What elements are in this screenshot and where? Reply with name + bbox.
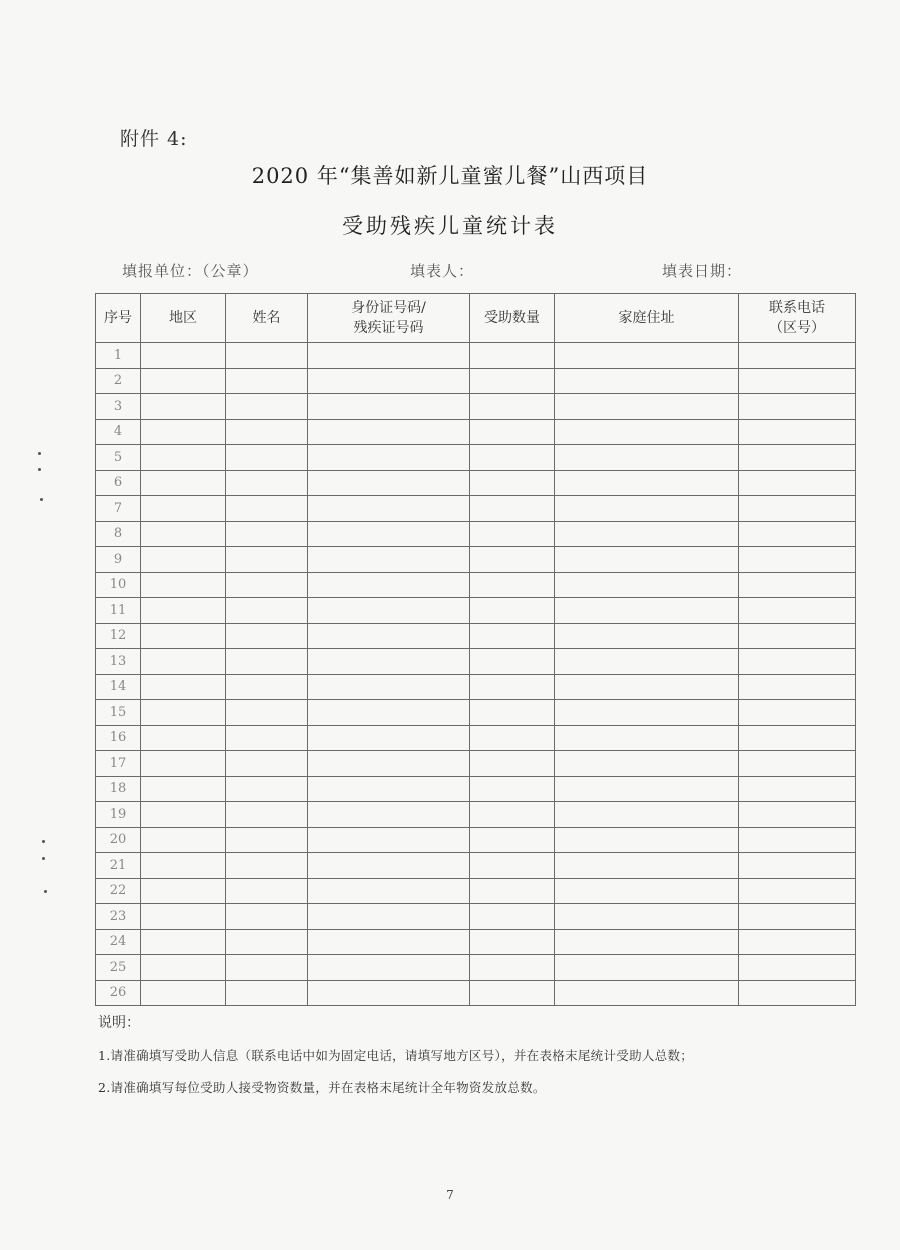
header-phone [739, 294, 856, 343]
table-row [96, 649, 856, 675]
cell-region[interactable] [141, 904, 226, 930]
cell-name[interactable] [226, 419, 308, 445]
cell-phone[interactable] [739, 929, 856, 955]
cell-id[interactable] [308, 955, 470, 981]
cell-id[interactable] [308, 827, 470, 853]
cell-name[interactable] [226, 598, 308, 624]
cell-quantity[interactable] [470, 547, 555, 573]
cell-name[interactable] [226, 980, 308, 1006]
table-row [96, 853, 856, 879]
cell-name[interactable] [226, 802, 308, 828]
cell-name[interactable] [226, 572, 308, 598]
cell-id[interactable] [308, 802, 470, 828]
header-name: 姓名 [226, 294, 308, 343]
cell-seq: 18 [96, 776, 141, 802]
cell-address[interactable] [555, 547, 739, 573]
cell-address[interactable] [555, 598, 739, 624]
table-row [96, 904, 856, 930]
cell-address[interactable] [555, 700, 739, 726]
table-row [96, 674, 856, 700]
cell-id[interactable] [308, 368, 470, 394]
cell-id[interactable] [308, 445, 470, 471]
cell-address[interactable] [555, 572, 739, 598]
cell-seq: 6 [96, 470, 141, 496]
cell-phone[interactable] [739, 572, 856, 598]
table-row [96, 445, 856, 471]
cell-id[interactable] [308, 623, 470, 649]
attachment-label: 附件 4: [120, 128, 188, 150]
cell-id[interactable] [308, 521, 470, 547]
cell-name[interactable] [226, 470, 308, 496]
cell-phone[interactable] [739, 878, 856, 904]
cell-address[interactable] [555, 853, 739, 879]
cell-id[interactable] [308, 674, 470, 700]
note-item-2: 2.请准确填写每位受助人接受物资数量，并在表格末尾统计全年物资发放总数。 [98, 1080, 546, 1095]
cell-phone[interactable] [739, 521, 856, 547]
cell-address[interactable] [555, 496, 739, 522]
cell-region[interactable] [141, 623, 226, 649]
cell-seq: 4 [96, 419, 141, 445]
cell-seq: 15 [96, 700, 141, 726]
cell-seq: 26 [96, 980, 141, 1006]
table-row [96, 470, 856, 496]
cell-id[interactable] [308, 853, 470, 879]
cell-region[interactable] [141, 572, 226, 598]
cell-phone[interactable] [739, 394, 856, 420]
cell-region[interactable] [141, 547, 226, 573]
cell-seq: 12 [96, 623, 141, 649]
cell-quantity[interactable] [470, 394, 555, 420]
cell-id[interactable] [308, 470, 470, 496]
scan-mark [42, 840, 45, 843]
cell-region[interactable] [141, 368, 226, 394]
cell-phone[interactable] [739, 802, 856, 828]
cell-name[interactable] [226, 853, 308, 879]
table-header-row [96, 294, 856, 343]
scan-mark [44, 890, 47, 893]
cell-phone[interactable] [739, 980, 856, 1006]
cell-region[interactable] [141, 878, 226, 904]
cell-seq: 9 [96, 547, 141, 573]
cell-address[interactable] [555, 827, 739, 853]
cell-id[interactable] [308, 700, 470, 726]
cell-name[interactable] [226, 343, 308, 369]
cell-phone[interactable] [739, 827, 856, 853]
cell-region[interactable] [141, 674, 226, 700]
cell-address[interactable] [555, 394, 739, 420]
cell-quantity[interactable] [470, 827, 555, 853]
cell-seq: 10 [96, 572, 141, 598]
cell-region[interactable] [141, 343, 226, 369]
cell-name[interactable] [226, 776, 308, 802]
cell-name[interactable] [226, 725, 308, 751]
fill-person-label: 填表人： [410, 262, 475, 280]
cell-region[interactable] [141, 827, 226, 853]
cell-seq: 3 [96, 394, 141, 420]
fill-date-label: 填表日期： [662, 262, 743, 280]
cell-name[interactable] [226, 368, 308, 394]
table-row [96, 700, 856, 726]
cell-phone[interactable] [739, 700, 856, 726]
cell-seq: 8 [96, 521, 141, 547]
cell-phone[interactable] [739, 853, 856, 879]
cell-quantity[interactable] [470, 521, 555, 547]
table-row [96, 368, 856, 394]
cell-id[interactable] [308, 929, 470, 955]
cell-id[interactable] [308, 980, 470, 1006]
cell-name[interactable] [226, 394, 308, 420]
cell-name[interactable] [226, 649, 308, 675]
cell-address[interactable] [555, 521, 739, 547]
cell-region[interactable] [141, 470, 226, 496]
cell-phone[interactable] [739, 725, 856, 751]
cell-address[interactable] [555, 649, 739, 675]
cell-name[interactable] [226, 878, 308, 904]
cell-quantity[interactable] [470, 776, 555, 802]
cell-quantity[interactable] [470, 496, 555, 522]
table-row [96, 496, 856, 522]
cell-quantity[interactable] [470, 853, 555, 879]
table-row [96, 802, 856, 828]
cell-id[interactable] [308, 751, 470, 777]
cell-quantity[interactable] [470, 955, 555, 981]
cell-id[interactable] [308, 725, 470, 751]
cell-phone[interactable] [739, 904, 856, 930]
cell-address[interactable] [555, 802, 739, 828]
cell-name[interactable] [226, 496, 308, 522]
header-region: 地区 [141, 294, 226, 343]
cell-address[interactable] [555, 904, 739, 930]
cell-address[interactable] [555, 674, 739, 700]
cell-seq: 13 [96, 649, 141, 675]
cell-phone[interactable] [739, 623, 856, 649]
cell-phone[interactable] [739, 470, 856, 496]
cell-quantity[interactable] [470, 598, 555, 624]
cell-region[interactable] [141, 776, 226, 802]
cell-region[interactable] [141, 496, 226, 522]
scan-mark [38, 468, 41, 471]
cell-quantity[interactable] [470, 445, 555, 471]
cell-address[interactable] [555, 980, 739, 1006]
title-line-1: 2020 年“集善如新儿童蜜儿餐”山西项目 [251, 164, 649, 188]
cell-quantity[interactable] [470, 674, 555, 700]
cell-id[interactable] [308, 878, 470, 904]
cell-phone[interactable] [739, 649, 856, 675]
cell-region[interactable] [141, 853, 226, 879]
cell-phone[interactable] [739, 343, 856, 369]
cell-region[interactable] [141, 521, 226, 547]
cell-quantity[interactable] [470, 572, 555, 598]
cell-seq: 1 [96, 343, 141, 369]
cell-address[interactable] [555, 445, 739, 471]
cell-quantity[interactable] [470, 470, 555, 496]
cell-name[interactable] [226, 955, 308, 981]
cell-quantity[interactable] [470, 904, 555, 930]
cell-seq: 16 [96, 725, 141, 751]
cell-address[interactable] [555, 776, 739, 802]
header-id-line2: 残疾证号码 [353, 320, 424, 336]
cell-region[interactable] [141, 419, 226, 445]
cell-region[interactable] [141, 802, 226, 828]
cell-region[interactable] [141, 649, 226, 675]
table-row [96, 521, 856, 547]
cell-seq: 24 [96, 929, 141, 955]
cell-address[interactable] [555, 368, 739, 394]
cell-region[interactable] [141, 751, 226, 777]
cell-name[interactable] [226, 547, 308, 573]
cell-id[interactable] [308, 496, 470, 522]
table-row [96, 394, 856, 420]
table-row [96, 827, 856, 853]
table-body [96, 343, 856, 1006]
cell-phone[interactable] [739, 496, 856, 522]
cell-address[interactable] [555, 623, 739, 649]
header-phone-line1: 联系电话 [769, 300, 825, 316]
cell-quantity[interactable] [470, 751, 555, 777]
cell-quantity[interactable] [470, 980, 555, 1006]
cell-phone[interactable] [739, 955, 856, 981]
cell-phone[interactable] [739, 776, 856, 802]
cell-seq: 14 [96, 674, 141, 700]
cell-name[interactable] [226, 521, 308, 547]
cell-quantity[interactable] [470, 419, 555, 445]
cell-name[interactable] [226, 445, 308, 471]
cell-phone[interactable] [739, 368, 856, 394]
cell-address[interactable] [555, 725, 739, 751]
cell-id[interactable] [308, 394, 470, 420]
cell-address[interactable] [555, 955, 739, 981]
cell-phone[interactable] [739, 445, 856, 471]
table-row [96, 980, 856, 1006]
cell-id[interactable] [308, 419, 470, 445]
scan-mark [40, 498, 43, 501]
cell-seq: 20 [96, 827, 141, 853]
cell-address[interactable] [555, 470, 739, 496]
cell-region[interactable] [141, 598, 226, 624]
cell-name[interactable] [226, 904, 308, 930]
notes-section [98, 1012, 693, 1110]
cell-name[interactable] [226, 751, 308, 777]
table-row [96, 751, 856, 777]
cell-id[interactable] [308, 904, 470, 930]
header-address: 家庭住址 [555, 294, 739, 343]
cell-quantity[interactable] [470, 623, 555, 649]
cell-phone[interactable] [739, 547, 856, 573]
cell-seq: 25 [96, 955, 141, 981]
cell-region[interactable] [141, 955, 226, 981]
cell-region[interactable] [141, 700, 226, 726]
cell-seq: 22 [96, 878, 141, 904]
cell-quantity[interactable] [470, 700, 555, 726]
cell-phone[interactable] [739, 674, 856, 700]
table-row [96, 929, 856, 955]
cell-region[interactable] [141, 980, 226, 1006]
cell-id[interactable] [308, 598, 470, 624]
cell-region[interactable] [141, 394, 226, 420]
cell-quantity[interactable] [470, 802, 555, 828]
cell-quantity[interactable] [470, 878, 555, 904]
scan-mark [42, 857, 45, 860]
table-row [96, 547, 856, 573]
table-row [96, 419, 856, 445]
table-row [96, 343, 856, 369]
cell-phone[interactable] [739, 751, 856, 777]
table-row [96, 572, 856, 598]
table-row [96, 623, 856, 649]
statistics-table [95, 293, 856, 1006]
cell-address[interactable] [555, 343, 739, 369]
cell-seq: 21 [96, 853, 141, 879]
scan-mark [38, 452, 41, 455]
cell-quantity[interactable] [470, 368, 555, 394]
header-id [308, 294, 470, 343]
cell-quantity[interactable] [470, 343, 555, 369]
table-row [96, 725, 856, 751]
fill-unit-label: 填报单位：（公章） [122, 262, 259, 280]
table-row [96, 598, 856, 624]
cell-address[interactable] [555, 751, 739, 777]
cell-name[interactable] [226, 929, 308, 955]
notes-label: 说明： [98, 1015, 140, 1031]
cell-seq: 7 [96, 496, 141, 522]
cell-region[interactable] [141, 929, 226, 955]
cell-address[interactable] [555, 929, 739, 955]
cell-id[interactable] [308, 649, 470, 675]
page-number: 7 [446, 1188, 454, 1202]
cell-seq: 11 [96, 598, 141, 624]
table-row [96, 776, 856, 802]
cell-quantity[interactable] [470, 725, 555, 751]
table-row [96, 955, 856, 981]
cell-region[interactable] [141, 725, 226, 751]
header-id-line1: 身份证号码/ [351, 300, 426, 316]
cell-id[interactable] [308, 572, 470, 598]
cell-seq: 2 [96, 368, 141, 394]
cell-quantity[interactable] [470, 649, 555, 675]
cell-name[interactable] [226, 623, 308, 649]
cell-id[interactable] [308, 776, 470, 802]
table-row [96, 878, 856, 904]
note-item-1: 1.请准确填写受助人信息（联系电话中如为固定电话，请填写地方区号），并在表格末尾统计受助人总数； [98, 1048, 694, 1063]
cell-id[interactable] [308, 343, 470, 369]
cell-name[interactable] [226, 827, 308, 853]
cell-name[interactable] [226, 700, 308, 726]
cell-seq: 17 [96, 751, 141, 777]
cell-address[interactable] [555, 878, 739, 904]
cell-phone[interactable] [739, 598, 856, 624]
cell-address[interactable] [555, 419, 739, 445]
cell-name[interactable] [226, 674, 308, 700]
cell-seq: 19 [96, 802, 141, 828]
cell-quantity[interactable] [470, 929, 555, 955]
cell-phone[interactable] [739, 419, 856, 445]
title-line-2: 受助残疾儿童统计表 [342, 214, 558, 238]
cell-region[interactable] [141, 445, 226, 471]
cell-seq: 23 [96, 904, 141, 930]
header-quantity: 受助数量 [470, 294, 555, 343]
cell-id[interactable] [308, 547, 470, 573]
header-seq: 序号 [96, 294, 141, 343]
header-phone-line2: （区号） [769, 320, 825, 336]
cell-seq: 5 [96, 445, 141, 471]
